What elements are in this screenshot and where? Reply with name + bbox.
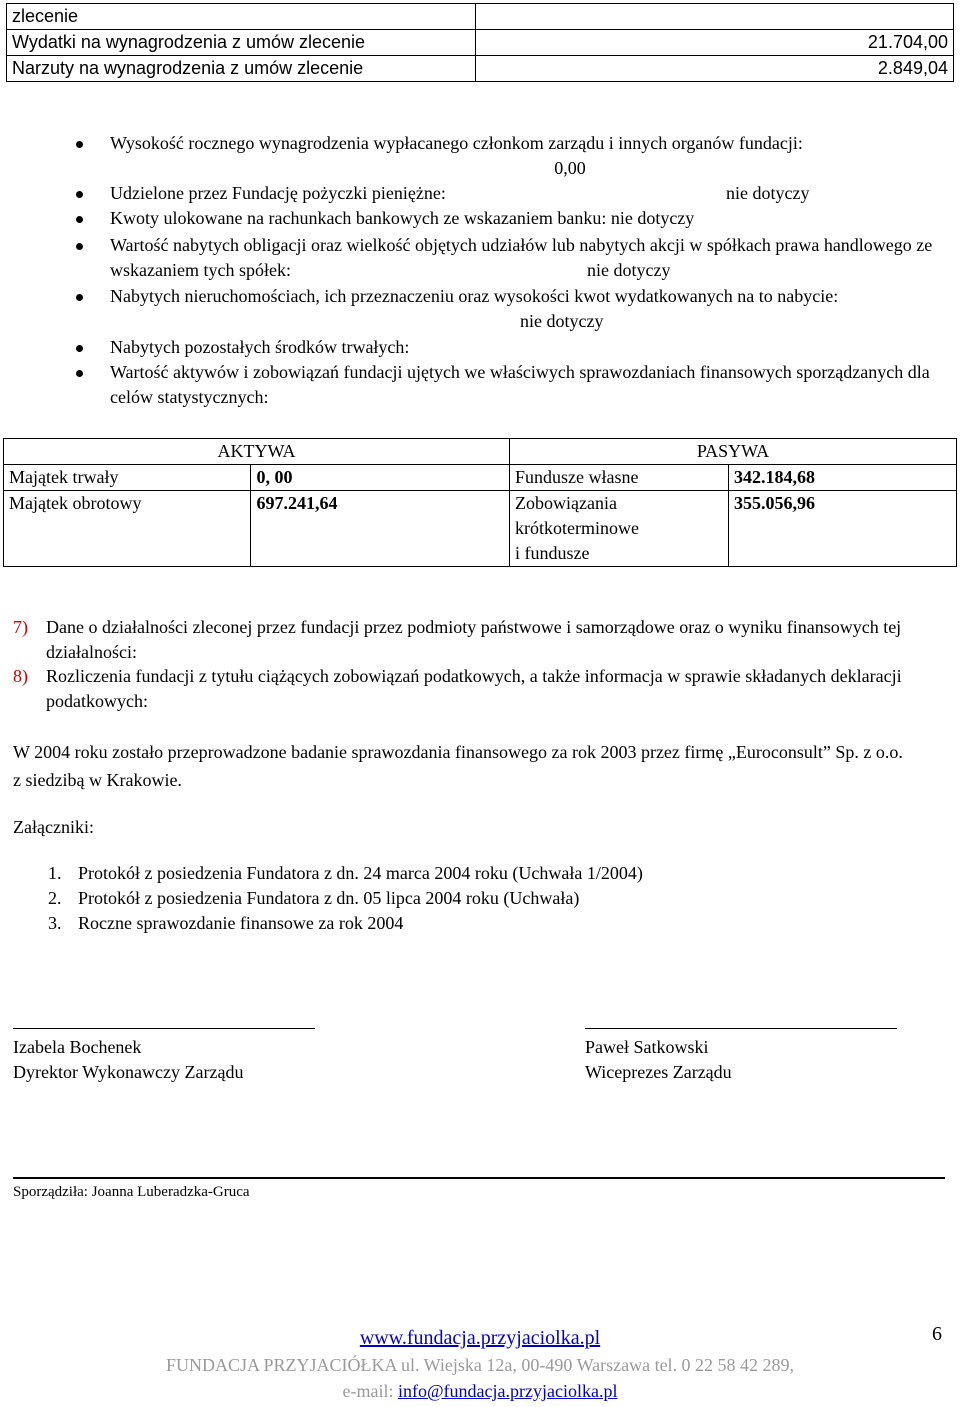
signature-left [13,1035,243,1085]
list-item [0,360,960,410]
liability-value: 355.056,96 [729,491,957,567]
bullet-icon [76,141,83,148]
signature-role: Wiceprezes Zarządu [585,1062,732,1082]
list-item [48,911,908,936]
bullet-text: Udzielone przez Fundację pożyczki pieniężne: [110,183,446,203]
list-item [0,206,960,233]
table-row [4,465,957,491]
list-item [0,284,960,335]
list-text: Roczne sprawozdanie finansowe za rok 2004 [78,913,404,933]
footer-divider [13,1177,945,1179]
list-text: Protokół z posiedzenia Fundatora z dn. 24 marca 2004 roku (Uchwała 1/2004) [78,863,643,883]
bullet-text: Wartość nabytych obligacji oraz wielkość objętych udziałów lub nabytych akcji w spółkach prawa handlowego ze wskazaniem tych spółek: [110,235,933,280]
table-row [7,4,954,30]
bullet-value: nie dotyczy [726,183,810,203]
bullet-icon [76,370,83,377]
audit-paragraph: W 2004 roku zostało przeprowadzone badanie sprawozdania finansowego za rok 2003 przez firmę „Euroconsult” Sp. z o.o. z siedzibą w Krakowie. [13,742,903,790]
signature-name: Izabela Bochenek [13,1037,142,1057]
attachments-list [48,861,908,936]
bullet-text: Nabytych pozostałych środków trwałych: [110,337,410,357]
bullet-value: 0,00 [554,158,586,178]
section-8 [13,664,933,714]
expense-value: 21.704,00 [475,30,953,56]
liability-label [510,491,729,567]
bullet-icon [76,191,83,198]
table-row [7,56,954,82]
expense-label: Wydatki na wynagrodzenia z umów zlecenie [7,30,476,56]
section-text: Dane o działalności zleconej przez fundacji przez podmioty państwowe i samorządowe oraz o wyniku finansowych tej działalności: [46,617,902,662]
section-text: Rozliczenia fundacji z tytułu ciążących zobowiązań podatkowych, a także informacja w sprawie składanych deklaracji podatkowych: [46,666,902,711]
email-link[interactable]: info@fundacja.przyjaciolka.pl [397,1381,618,1401]
section-7 [13,615,933,665]
bullet-list [0,131,960,410]
asset-value: 0, 00 [251,465,510,491]
list-number: 2. [48,888,62,908]
section-number: 8) [13,666,28,686]
balance-table [3,438,957,567]
expense-label: Narzuty na wynagrodzenia z umów zlecenie [7,56,476,82]
pasywa-header: PASYWA [510,439,957,465]
table-row [4,439,957,465]
signature-name: Paweł Satkowski [585,1037,709,1057]
list-text: Protokół z posiedzenia Fundatora z dn. 05 lipca 2004 roku (Uchwała) [78,888,580,908]
list-item [0,131,960,181]
liability-value: 342.184,68 [729,465,957,491]
list-item [48,886,908,911]
table-row [4,491,957,567]
list-item [48,861,908,886]
aktywa-header: AKTYWA [4,439,510,465]
liability-label-line: krótkoterminowe [515,518,639,538]
signature-line-right [585,1028,897,1029]
list-number: 3. [48,913,62,933]
bullet-text: Nabytych nieruchomościach, ich przeznaczeniu oraz wysokości kwot wydatkowanych na to nabycie: [110,286,839,306]
bullet-value: nie dotyczy [520,311,604,331]
expense-value: 2.849,04 [475,56,953,82]
list-item [0,233,960,284]
signature-role: Dyrektor Wykonawczy Zarządu [13,1062,244,1082]
asset-value: 697.241,64 [251,491,510,567]
bullet-icon [76,294,83,301]
footer-email-row [0,1378,960,1404]
list-item [0,181,960,206]
expense-table [6,3,954,82]
asset-label: Majątek trwały [4,465,251,491]
list-item [0,335,960,360]
bullet-icon [76,345,83,352]
section-number: 7) [13,617,28,637]
asset-label: Majątek obrotowy [4,491,251,567]
expense-header-cell: zlecenie [7,4,476,30]
attachments-title: Załączniki: [13,817,94,837]
email-label: e-mail: [342,1381,394,1401]
website-link[interactable]: www.fundacja.przyjaciolka.pl [359,1327,601,1349]
liability-label-line: i fundusze [515,543,590,563]
expense-header-empty [475,4,953,30]
page-number: 6 [932,1323,942,1345]
bullet-value: nie dotyczy [587,260,671,280]
liability-label-line: Zobowiązania [515,493,617,513]
bullet-text: Wartość aktywów i zobowiązań fundacji ujętych we właściwych sprawozdaniach finansowych sporządzanych dla celów statystycznych: [110,362,930,407]
prepared-by: Sporządziła: Joanna Luberadzka-Gruca [13,1184,250,1200]
footer [0,1324,960,1352]
liability-label: Fundusze własne [510,465,729,491]
bullet-icon [76,216,83,223]
footer-address: FUNDACJA PRZYJACIÓŁKA ul. Wiejska 12a, 00-490 Warszawa tel. 0 22 58 42 289, [165,1355,795,1375]
bullet-text: Kwoty ulokowane na rachunkach bankowych ze wskazaniem banku: nie dotyczy [110,208,695,228]
signature-right [585,1035,732,1085]
bullet-text: Wysokość rocznego wynagrodzenia wypłacanego członkom zarządu i innych organów fundacji: [110,133,803,153]
table-row [7,30,954,56]
bullet-icon [76,243,83,250]
signature-line-left [13,1028,315,1029]
list-number: 1. [48,863,62,883]
